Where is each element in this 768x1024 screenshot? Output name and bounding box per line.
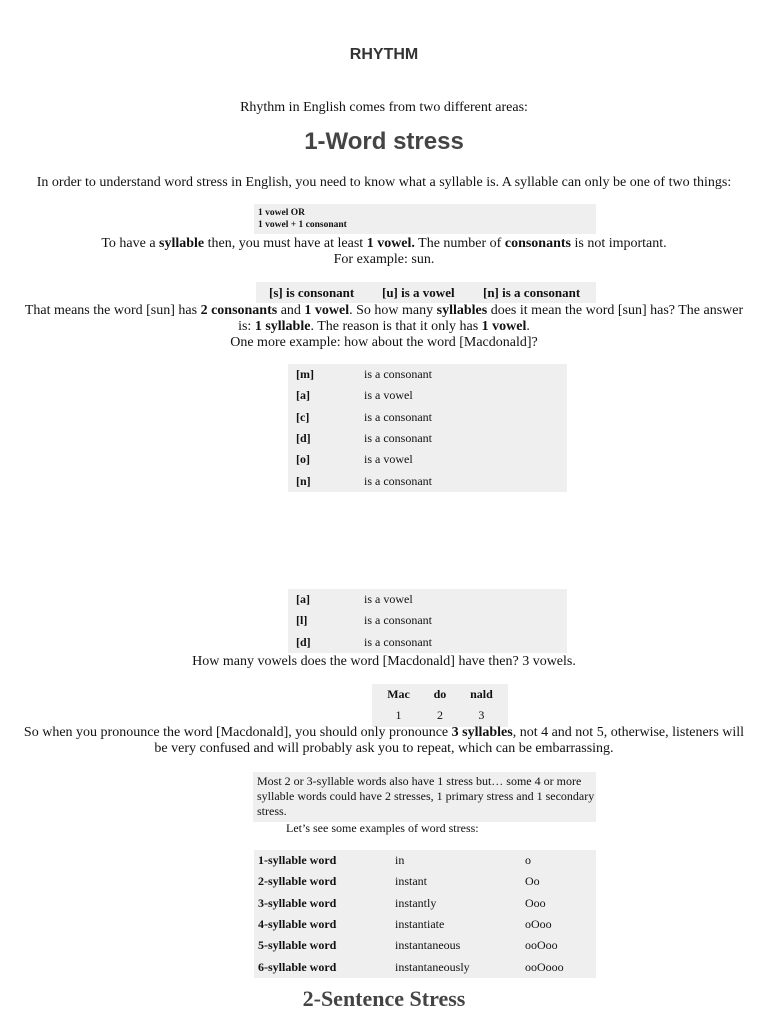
sun-breakdown-box xyxy=(256,282,596,303)
table-row xyxy=(254,871,596,892)
pronunciation-paragraph: So when you pronounce the word [Macdonald], you should only pronounce 3 syllables, not 4 and not 5, otherwise, listeners will be very confused and will probably ask you to repeat, which can be embarrassing. xyxy=(23,725,745,756)
syllable-number-cell: 2 xyxy=(436,708,443,723)
syllable-definition-box xyxy=(254,204,596,234)
table-cell-label: 3-syllable word xyxy=(258,895,337,910)
table-cell-word: instantaneous xyxy=(395,938,461,953)
sun-explanation-paragraph: That means the word [sun] has 2 consonants and 1 vowel. So how many syllables does it mean the word [sun] has? The answer is: 1 syllable. The reason is that it only has 1 vowel. One more example: how about the word [Macdonald]? xyxy=(20,303,748,351)
table-cell-label: 6-syllable word xyxy=(258,959,337,974)
sun-s-cell: [s] is consonant xyxy=(269,285,355,300)
syllable-intro-paragraph: In order to understand word stress in English, you need to know what a syllable is. A syllable can only be one of two things: xyxy=(36,175,732,190)
table-cell-pattern: ooOooo xyxy=(525,959,564,974)
example-line: For example: sun. xyxy=(333,252,435,267)
definition-line-2: 1 vowel + 1 consonant xyxy=(258,220,347,230)
stress-note-box: Most 2 or 3-syllable words also have 1 stress but… some 4 or more syllable words could have 2 stresses, 1 primary stress and 1 secondary stress. xyxy=(253,772,596,822)
syllable-header-row xyxy=(372,684,508,705)
table-row xyxy=(254,850,596,871)
table-row xyxy=(288,428,567,449)
sun-n-cell: [n] is a consonant xyxy=(483,285,581,300)
table-cell-pattern: Oo xyxy=(525,874,540,889)
sun-u-cell: [u] is a vowel xyxy=(382,285,455,300)
table-cell-desc: is a consonant xyxy=(364,431,432,446)
table-cell-label: 4-syllable word xyxy=(258,917,337,932)
table-cell-letter: [a] xyxy=(296,388,310,403)
table-cell-desc: is a vowel xyxy=(364,452,413,467)
table-cell-label: 2-syllable word xyxy=(258,874,337,889)
table-cell-word: instantiate xyxy=(395,917,445,932)
table-cell-letter: [o] xyxy=(296,452,310,467)
table-row xyxy=(288,385,567,406)
table-row xyxy=(288,449,567,470)
table-row xyxy=(288,364,567,385)
table-cell-word: instant xyxy=(395,874,427,889)
table-row xyxy=(254,914,596,935)
table-cell-label: 1-syllable word xyxy=(258,853,337,868)
table-cell-desc: is a vowel xyxy=(364,592,413,607)
table-row xyxy=(288,407,567,428)
table-cell-word: instantly xyxy=(395,895,437,910)
table-cell-label: 5-syllable word xyxy=(258,938,337,953)
syllable-header-cell: Mac xyxy=(387,687,410,702)
table-row xyxy=(254,893,596,914)
table-cell-letter: [c] xyxy=(296,409,310,424)
intro-text: Rhythm in English comes from two different areas: xyxy=(240,100,528,115)
syllable-number-cell: 3 xyxy=(478,708,485,723)
table-cell-desc: is a consonant xyxy=(364,634,432,649)
table-cell-letter: [n] xyxy=(296,473,311,488)
table-cell-letter: [m] xyxy=(296,367,314,382)
table-row xyxy=(288,610,567,631)
table-cell-desc: is a vowel xyxy=(364,388,413,403)
definition-line-1: 1 vowel OR xyxy=(258,208,305,218)
table-cell-pattern: oOoo xyxy=(525,917,552,932)
syllable-rule-paragraph: To have a syllable then, you must have at least 1 vowel. The number of consonants is not important. For example: sun. xyxy=(0,236,768,268)
macdonald-question: One more example: how about the word [Macdonald]? xyxy=(230,335,538,350)
table-cell-pattern: Ooo xyxy=(525,895,546,910)
table-cell-letter: [d] xyxy=(296,634,311,649)
table-cell-desc: is a consonant xyxy=(364,473,432,488)
table-cell-desc: is a consonant xyxy=(364,409,432,424)
syllable-number-row xyxy=(372,705,508,726)
table-row xyxy=(288,470,567,491)
table-cell-word: in xyxy=(395,853,405,868)
page-title: RHYTHM xyxy=(349,46,419,63)
word-stress-examples-table xyxy=(254,850,596,978)
table-cell-pattern: ooOoo xyxy=(525,938,558,953)
syllable-number-cell: 1 xyxy=(395,708,402,723)
table-row xyxy=(254,935,596,956)
examples-intro: Let’s see some examples of word stress: xyxy=(286,821,479,835)
macdonald-letters-table-2 xyxy=(288,589,567,653)
table-row xyxy=(288,589,567,610)
table-row xyxy=(254,956,596,977)
macdonald-letters-table-1 xyxy=(288,364,567,492)
table-cell-desc: is a consonant xyxy=(364,367,432,382)
vowel-count-paragraph: How many vowels does the word [Macdonald] have then? 3 vowels. xyxy=(192,654,576,669)
table-cell-letter: [d] xyxy=(296,431,311,446)
syllable-split-table xyxy=(372,684,508,727)
section-heading-sentence-stress: 2-Sentence Stress xyxy=(302,986,466,1011)
syllable-header-cell: nald xyxy=(470,687,493,702)
table-row xyxy=(288,632,567,653)
syllable-header-cell: do xyxy=(433,687,447,702)
table-cell-letter: [a] xyxy=(296,592,310,607)
section-heading-word-stress: 1-Word stress xyxy=(304,128,464,155)
table-cell-letter: [l] xyxy=(296,613,308,628)
table-cell-word: instantaneously xyxy=(395,959,470,974)
table-cell-pattern: o xyxy=(525,853,531,868)
table-cell-desc: is a consonant xyxy=(364,613,432,628)
